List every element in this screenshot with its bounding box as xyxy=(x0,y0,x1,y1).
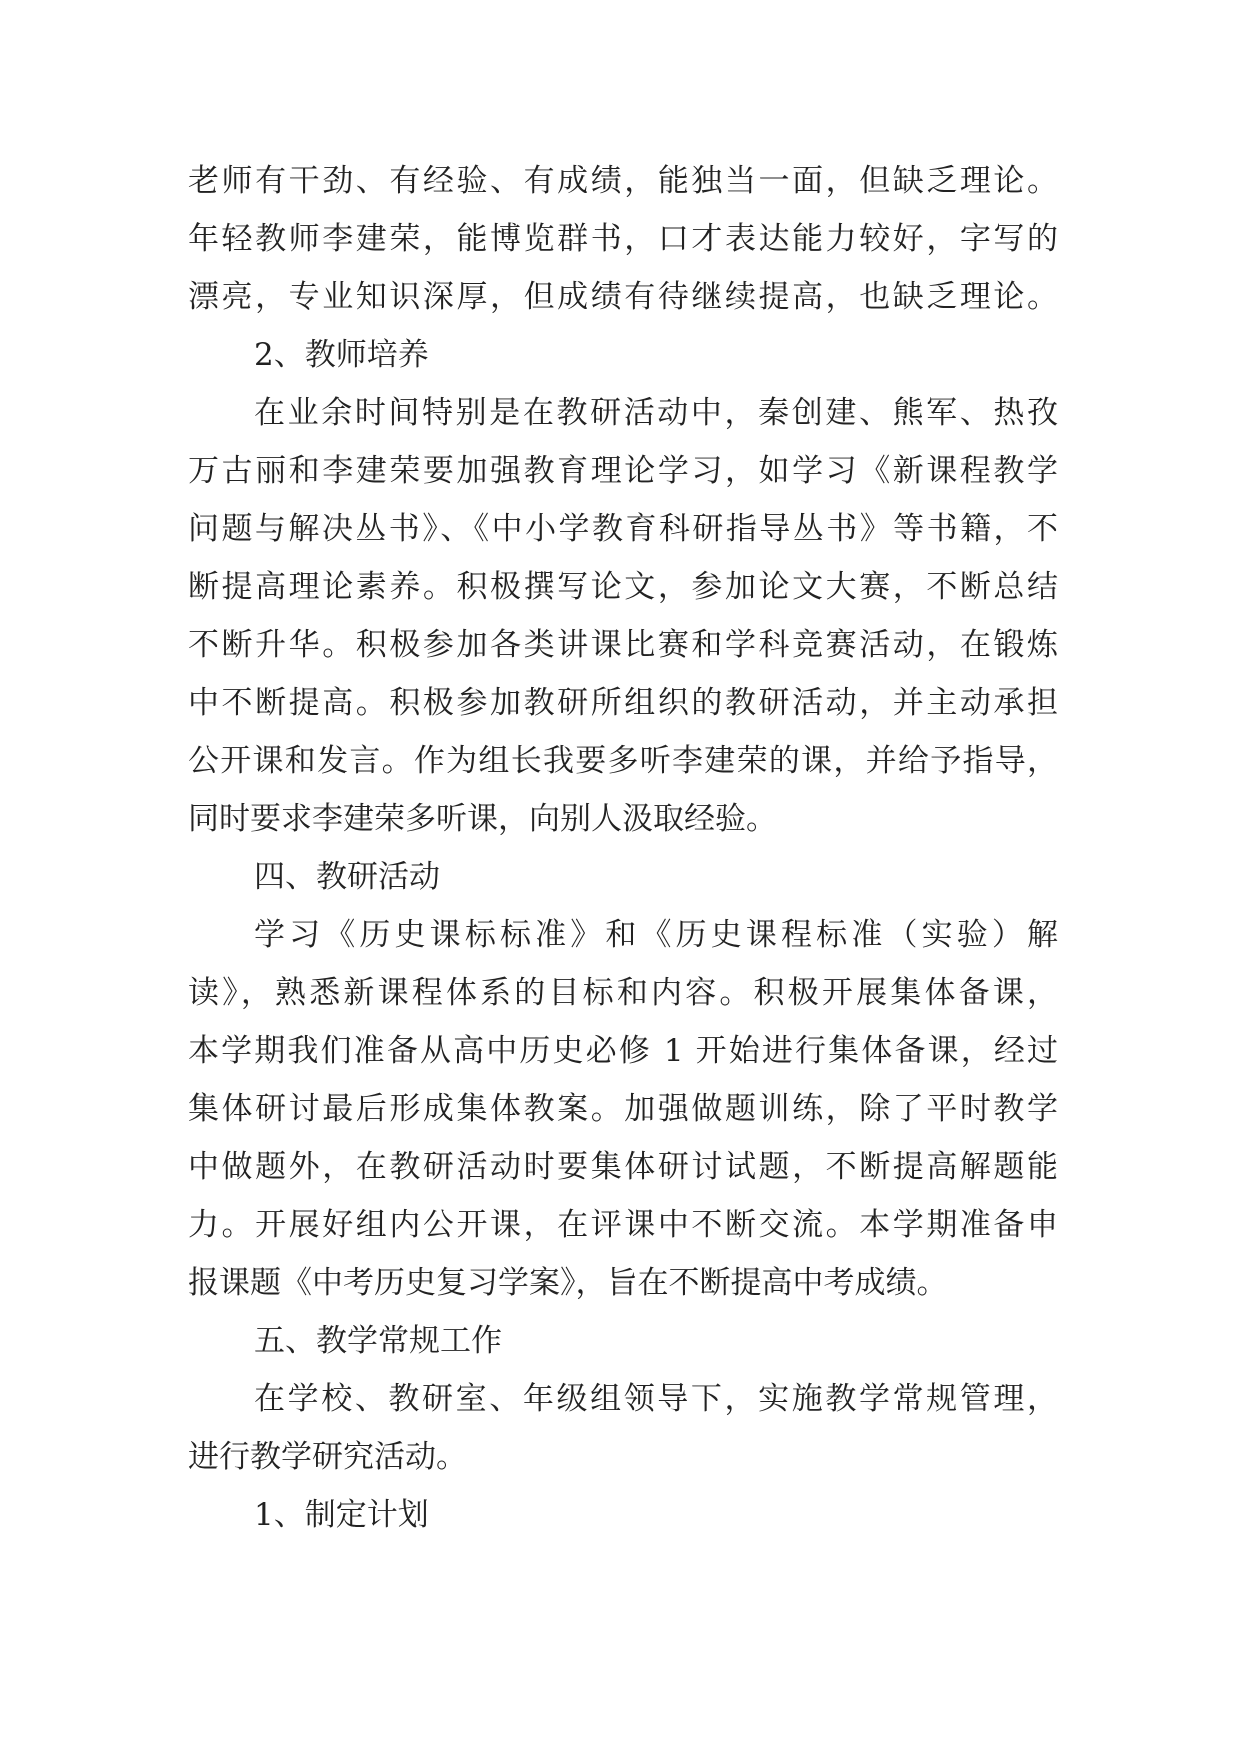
text-line: 漂亮，专业知识深厚，但成绩有待继续提高，也缺乏理论。 xyxy=(188,279,1058,315)
text-line: 报课题《中考历史复习学案》，旨在不断提高中考成绩。 xyxy=(188,1265,948,1301)
text-line: 本学期我们准备从高中历史必修 1 开始进行集体备课，经过 xyxy=(188,1033,1058,1069)
text-line: 进行教学研究活动。 xyxy=(188,1439,467,1475)
text-line: 学习《历史课标标准》和《历史课程标准（实验）解 xyxy=(254,917,1058,953)
text-line: 问题与解决丛书》、《中小学教育科研指导丛书》等书籍，不 xyxy=(188,511,1058,547)
section-heading: 五、教学常规工作 xyxy=(254,1323,502,1359)
text-line: 中不断提高。积极参加教研所组织的教研活动，并主动承担 xyxy=(188,685,1058,721)
text-line: 同时要求李建荣多听课，向别人汲取经验。 xyxy=(188,801,777,837)
text-line: 集体研讨最后形成集体教案。加强做题训练，除了平时教学 xyxy=(188,1091,1058,1127)
text-line: 中做题外，在教研活动时要集体研讨试题，不断提高解题能 xyxy=(188,1149,1058,1185)
text-line: 万古丽和李建荣要加强教育理论学习，如学习《新课程教学 xyxy=(188,453,1058,489)
text-line: 在学校、教研室、年级组领导下，实施教学常规管理， xyxy=(254,1381,1058,1417)
text-line: 不断升华。积极参加各类讲课比赛和学科竞赛活动，在锻炼 xyxy=(188,627,1058,663)
text-line: 力。开展好组内公开课，在评课中不断交流。本学期准备申 xyxy=(188,1207,1058,1243)
text-line: 年轻教师李建荣，能博览群书，口才表达能力较好，字写的 xyxy=(188,221,1058,257)
text-line: 读》，熟悉新课程体系的目标和内容。积极开展集体备课， xyxy=(188,975,1058,1011)
section-heading: 1、制定计划 xyxy=(254,1497,429,1533)
text-line: 公开课和发言。作为组长我要多听李建荣的课，并给予指导， xyxy=(188,743,1058,779)
text-line: 断提高理论素养。积极撰写论文，参加论文大赛，不断总结 xyxy=(188,569,1058,605)
document-body xyxy=(188,152,1058,1544)
text-line: 老师有干劲、有经验、有成绩，能独当一面，但缺乏理论。 xyxy=(188,163,1058,199)
section-heading: 四、教研活动 xyxy=(254,859,440,895)
section-heading: 2、教师培养 xyxy=(254,337,429,373)
text-line: 在业余时间特别是在教研活动中，秦创建、熊军、热孜 xyxy=(254,395,1058,431)
